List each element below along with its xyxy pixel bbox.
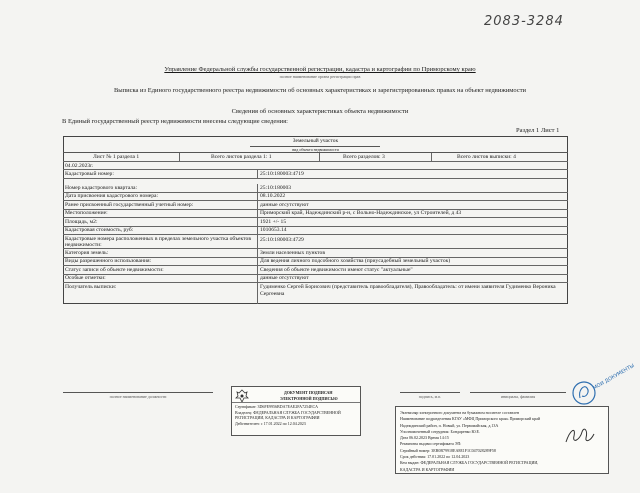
row-value: Гудименко Сергей Борисович (представитель правообладателя), Правообладатель: от имени заявителя Гудименко Вероника Сергеевна	[260, 283, 556, 297]
ep-line: Действителен: с 17.01.2022 по 12.04.2023	[235, 420, 306, 426]
row-value: 1921 +/- 15	[260, 218, 287, 225]
row-value: данные отсутствуют	[260, 201, 309, 208]
handwritten-signature-icon	[560, 420, 600, 450]
table-row	[63, 184, 568, 193]
row-key: Кадастровый номер:	[65, 170, 114, 177]
paper-stamp-line: КАДАСТРА И КАРТОГРАФИИ	[400, 466, 455, 472]
row-key: Виды разрешенного использования:	[65, 258, 152, 264]
paper-stamp-line: Экземпляр электронного документа на бумажном носителе составлен	[400, 410, 520, 415]
row-key: Местоположение:	[65, 210, 108, 216]
row-value: Приморский край, Надеждинский р-н, с Вольно-Надеждинское, ул Строителей, д 43	[260, 210, 462, 216]
row-key: Особые отметки:	[65, 275, 106, 281]
paper-stamp-line: Серийный номер: 3EB0B79918EA8E1F1C047028289F58	[400, 447, 496, 453]
table-row	[63, 170, 568, 179]
sections-total: Всего разделов: 3	[343, 153, 385, 160]
seal-text: МОИ ДОКУМЕНТЫ	[592, 362, 636, 392]
table-row	[63, 210, 568, 219]
row-key: Номер кадастрового квартала:	[65, 184, 138, 191]
sheet-number: Лист № 1 раздела 1	[93, 153, 140, 160]
signature-label: подпись, м.п.	[418, 394, 442, 399]
table-row	[63, 201, 568, 210]
row-key: Получатель выписки:	[65, 283, 117, 290]
position-label: полное наименование должности	[109, 394, 167, 399]
row-key: Категория земель:	[65, 249, 109, 256]
ep-line: РЕГИСТРАЦИИ, КАДАСТРА И КАРТОГРАФИИ	[235, 415, 320, 420]
row-key: Площадь, м2:	[65, 218, 98, 225]
row-key: Кадастровая стоимость, руб:	[65, 227, 134, 233]
section-sheets-total: Всего листов раздела 1: 1	[211, 153, 272, 160]
row-value: 25:10:180003	[260, 184, 292, 191]
row-value: Сведения об объекте недвижимости имеют статус "актуальные"	[260, 266, 413, 273]
handwritten-number: 2083-3284	[484, 14, 564, 29]
table-row	[63, 193, 568, 202]
paper-stamp-line: Реквизиты выдачи сертификата ЭП:	[400, 441, 462, 447]
initials-label: инициалы, фамилия	[500, 394, 536, 399]
electronic-signature-stamp	[231, 386, 361, 436]
section-title: Сведения об основных характеристиках объекта недвижимости	[231, 108, 409, 115]
ep-line: Владелец: ФЕДЕРАЛЬНАЯ СЛУЖБА ГОСУДАРСТВЕННОЙ	[235, 409, 341, 415]
agency-name: Управление Федеральной службы государственной регистрации, кадастра и картографии по Приморскому краю	[164, 66, 476, 73]
paper-stamp-lines	[400, 410, 540, 473]
coat-of-arms-icon	[235, 389, 249, 403]
intro-text: В Единый государственный реестр недвижимости внесены следующие сведения:	[62, 118, 288, 125]
object-type: Земельный участок	[292, 138, 339, 144]
row-value: 25:10:180003:4729	[260, 237, 304, 243]
agency-sub: полное наименование органа регистрации прав	[279, 74, 361, 79]
table-row	[63, 283, 568, 304]
row-key: Ранее присвоенный государственный учетный номер:	[65, 201, 194, 208]
row-value: данные отсутствуют	[260, 275, 309, 281]
ep-line: Сертификат: 3D6FE9956BDA7EAE2FA7254ECA	[235, 404, 319, 409]
table-row	[63, 266, 568, 275]
table-row	[63, 218, 568, 227]
extract-sheets-total: Всего листов выписки: 4	[457, 153, 516, 160]
row-value: 1010653.14	[260, 227, 287, 233]
paper-stamp-line: Кем выдан: ФЕДЕРАЛЬНАЯ СЛУЖБА ГОСУДАРСТВЕННОЙ РЕГИСТРАЦИИ,	[400, 460, 539, 466]
row-key: Кадастровые номера расположенных в пределах земельного участка объектов недвижимости:	[65, 235, 251, 248]
row-value: Для ведения личного подсобного хозяйства (приусадебный земельный участок)	[260, 258, 451, 264]
sheet-info-row	[63, 153, 568, 162]
date-row	[63, 162, 568, 170]
table-row	[63, 235, 568, 249]
extract-title: Выписка из Единого государственного реестра недвижимости об основных характеристиках и зарегистрированных правах на объект недвижимости	[113, 87, 527, 94]
row-value: 25:10:180003:4719	[260, 170, 304, 177]
table-row	[63, 249, 568, 258]
table-row	[63, 275, 568, 284]
paper-stamp-line: Наименование подразделения КГАУ «МФЦ Приморского края» Приморский край	[400, 416, 541, 422]
row-key: Дата присвоения кадастрового номера:	[65, 193, 159, 199]
ep-stamp-title: ДОКУМЕНТ ПОДПИСАН	[284, 390, 333, 395]
extract-date: 04.02.2023г.	[65, 162, 94, 169]
object-type-sub: вид объекта недвижимости	[292, 146, 339, 152]
paper-stamp-line: Надеждинский район, п. Новый, ул. Первомайская, д.13А	[400, 422, 499, 428]
mfc-seal-icon	[560, 362, 636, 418]
paper-stamp-line: Срок действия: 17.01.2022 по 12.04.2023	[400, 454, 470, 460]
row-key: Статус записи об объекте недвижимости:	[65, 266, 164, 273]
row-value: 08.10.2022	[260, 193, 286, 199]
ep-stamp-subtitle: ЭЛЕКТРОННОЙ ПОДПИСЬЮ	[280, 396, 338, 401]
table-row	[63, 227, 568, 236]
paper-stamp-line: Дата 06.02.2023 Время 14:15	[400, 435, 449, 441]
row-value: Земли населенных пунктов	[260, 249, 325, 256]
paper-stamp-line: Уполномоченный сотрудник: Бондаренко Ю.Е.	[400, 428, 480, 434]
table-row	[63, 258, 568, 267]
sheet-label: Раздел 1 Лист 1	[516, 127, 560, 134]
ep-stamp-details	[235, 404, 341, 426]
